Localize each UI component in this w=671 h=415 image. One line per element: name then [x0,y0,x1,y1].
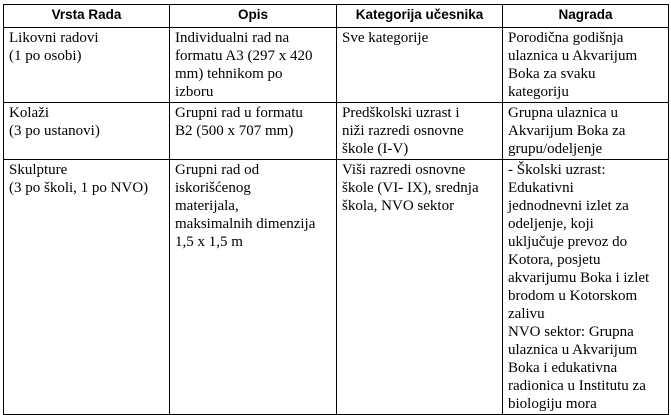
cell-line: B2 (500 x 707 mm) [175,123,294,139]
cell-line: formatu A3 (297 x 420 [175,48,313,64]
cell-line: Likovni radovi [9,30,99,46]
cell-category [337,160,503,415]
cell-line: mm) tehnikom po [175,66,283,82]
cell-line: Grupna ulaznica u [508,105,618,121]
cell-line: niži razredi osnovne [342,123,464,139]
cell-line: uključuje prevoz do [508,234,628,250]
cell-line: Grupni rad u formatu [175,105,303,121]
cell-line: kategoriju [508,84,569,100]
cell-line: biologiju mora [508,396,597,412]
awards-table [3,4,669,415]
cell-line: NVO sektor: Grupna [508,324,634,340]
cell-line: odeljenje, koji [508,216,594,232]
cell-line: iskorišćenog [175,180,251,196]
cell-type [4,160,170,415]
cell-line: - Školski uzrast: [508,162,606,178]
cell-line: ulaznica u Akvarijum [508,48,638,64]
header-opis: Opis [170,5,337,28]
cell-line: škola, NVO sektor [342,198,455,214]
header-vrsta-rada: Vrsta Rada [4,5,170,28]
table-row-skulpture [4,160,669,415]
cell-line: izboru [175,84,214,100]
cell-award [503,103,669,160]
cell-category [337,28,503,103]
cell-line: grupu/odeljenje [508,141,603,157]
table-row-likovni-radovi [4,28,669,103]
cell-line: Boka i edukativna [508,360,618,376]
cell-line: materijala, [175,198,239,214]
cell-line: Predškolski uzrast i [342,105,460,121]
cell-line: Grupni rad od [175,162,260,178]
header-nagrada: Nagrada [503,5,669,28]
cell-line: Porodična godišnja [508,30,624,46]
cell-line: Individualni rad na [175,30,290,46]
cell-type [4,28,170,103]
cell-line: Kolaži [9,105,49,121]
cell-award [503,28,669,103]
cell-type [4,103,170,160]
cell-line: Edukativni [508,180,574,196]
cell-description [170,103,337,160]
cell-award [503,160,669,415]
table-row-kolazi [4,103,669,160]
cell-line: Viši razredi osnovne [342,162,466,178]
cell-description [170,28,337,103]
cell-line: akvarijumu Boka i izlet [508,270,650,286]
cell-line: radionica u Institutu za [508,378,646,394]
cell-line: (3 po školi, 1 po NVO) [9,180,149,196]
cell-line: ulaznica u Akvarijum [508,342,638,358]
header-row [4,5,669,28]
cell-line: Skulpture [9,162,68,178]
cell-line: (1 po osobi) [9,48,82,64]
cell-line: brodom u Kotorskom [508,288,638,304]
cell-category [337,103,503,160]
cell-line: 1,5 x 1,5 m [175,234,243,250]
cell-line: maksimalnih dimenzija [175,216,316,232]
cell-line: Kotora, posjetu [508,252,601,268]
cell-line: Akvarijum Boka za [508,123,626,139]
cell-line: škole (I-V) [342,141,409,157]
cell-line: Boka za svaku [508,66,596,82]
cell-line: zalivu [508,306,545,322]
cell-line: škole (VI- IX), srednja [342,180,479,196]
cell-line: jednodnevni izlet za [508,198,629,214]
cell-line: Sve kategorije [342,30,429,46]
header-kategorija: Kategorija učesnika [337,5,503,28]
cell-description [170,160,337,415]
cell-line: (3 po ustanovi) [9,123,100,139]
